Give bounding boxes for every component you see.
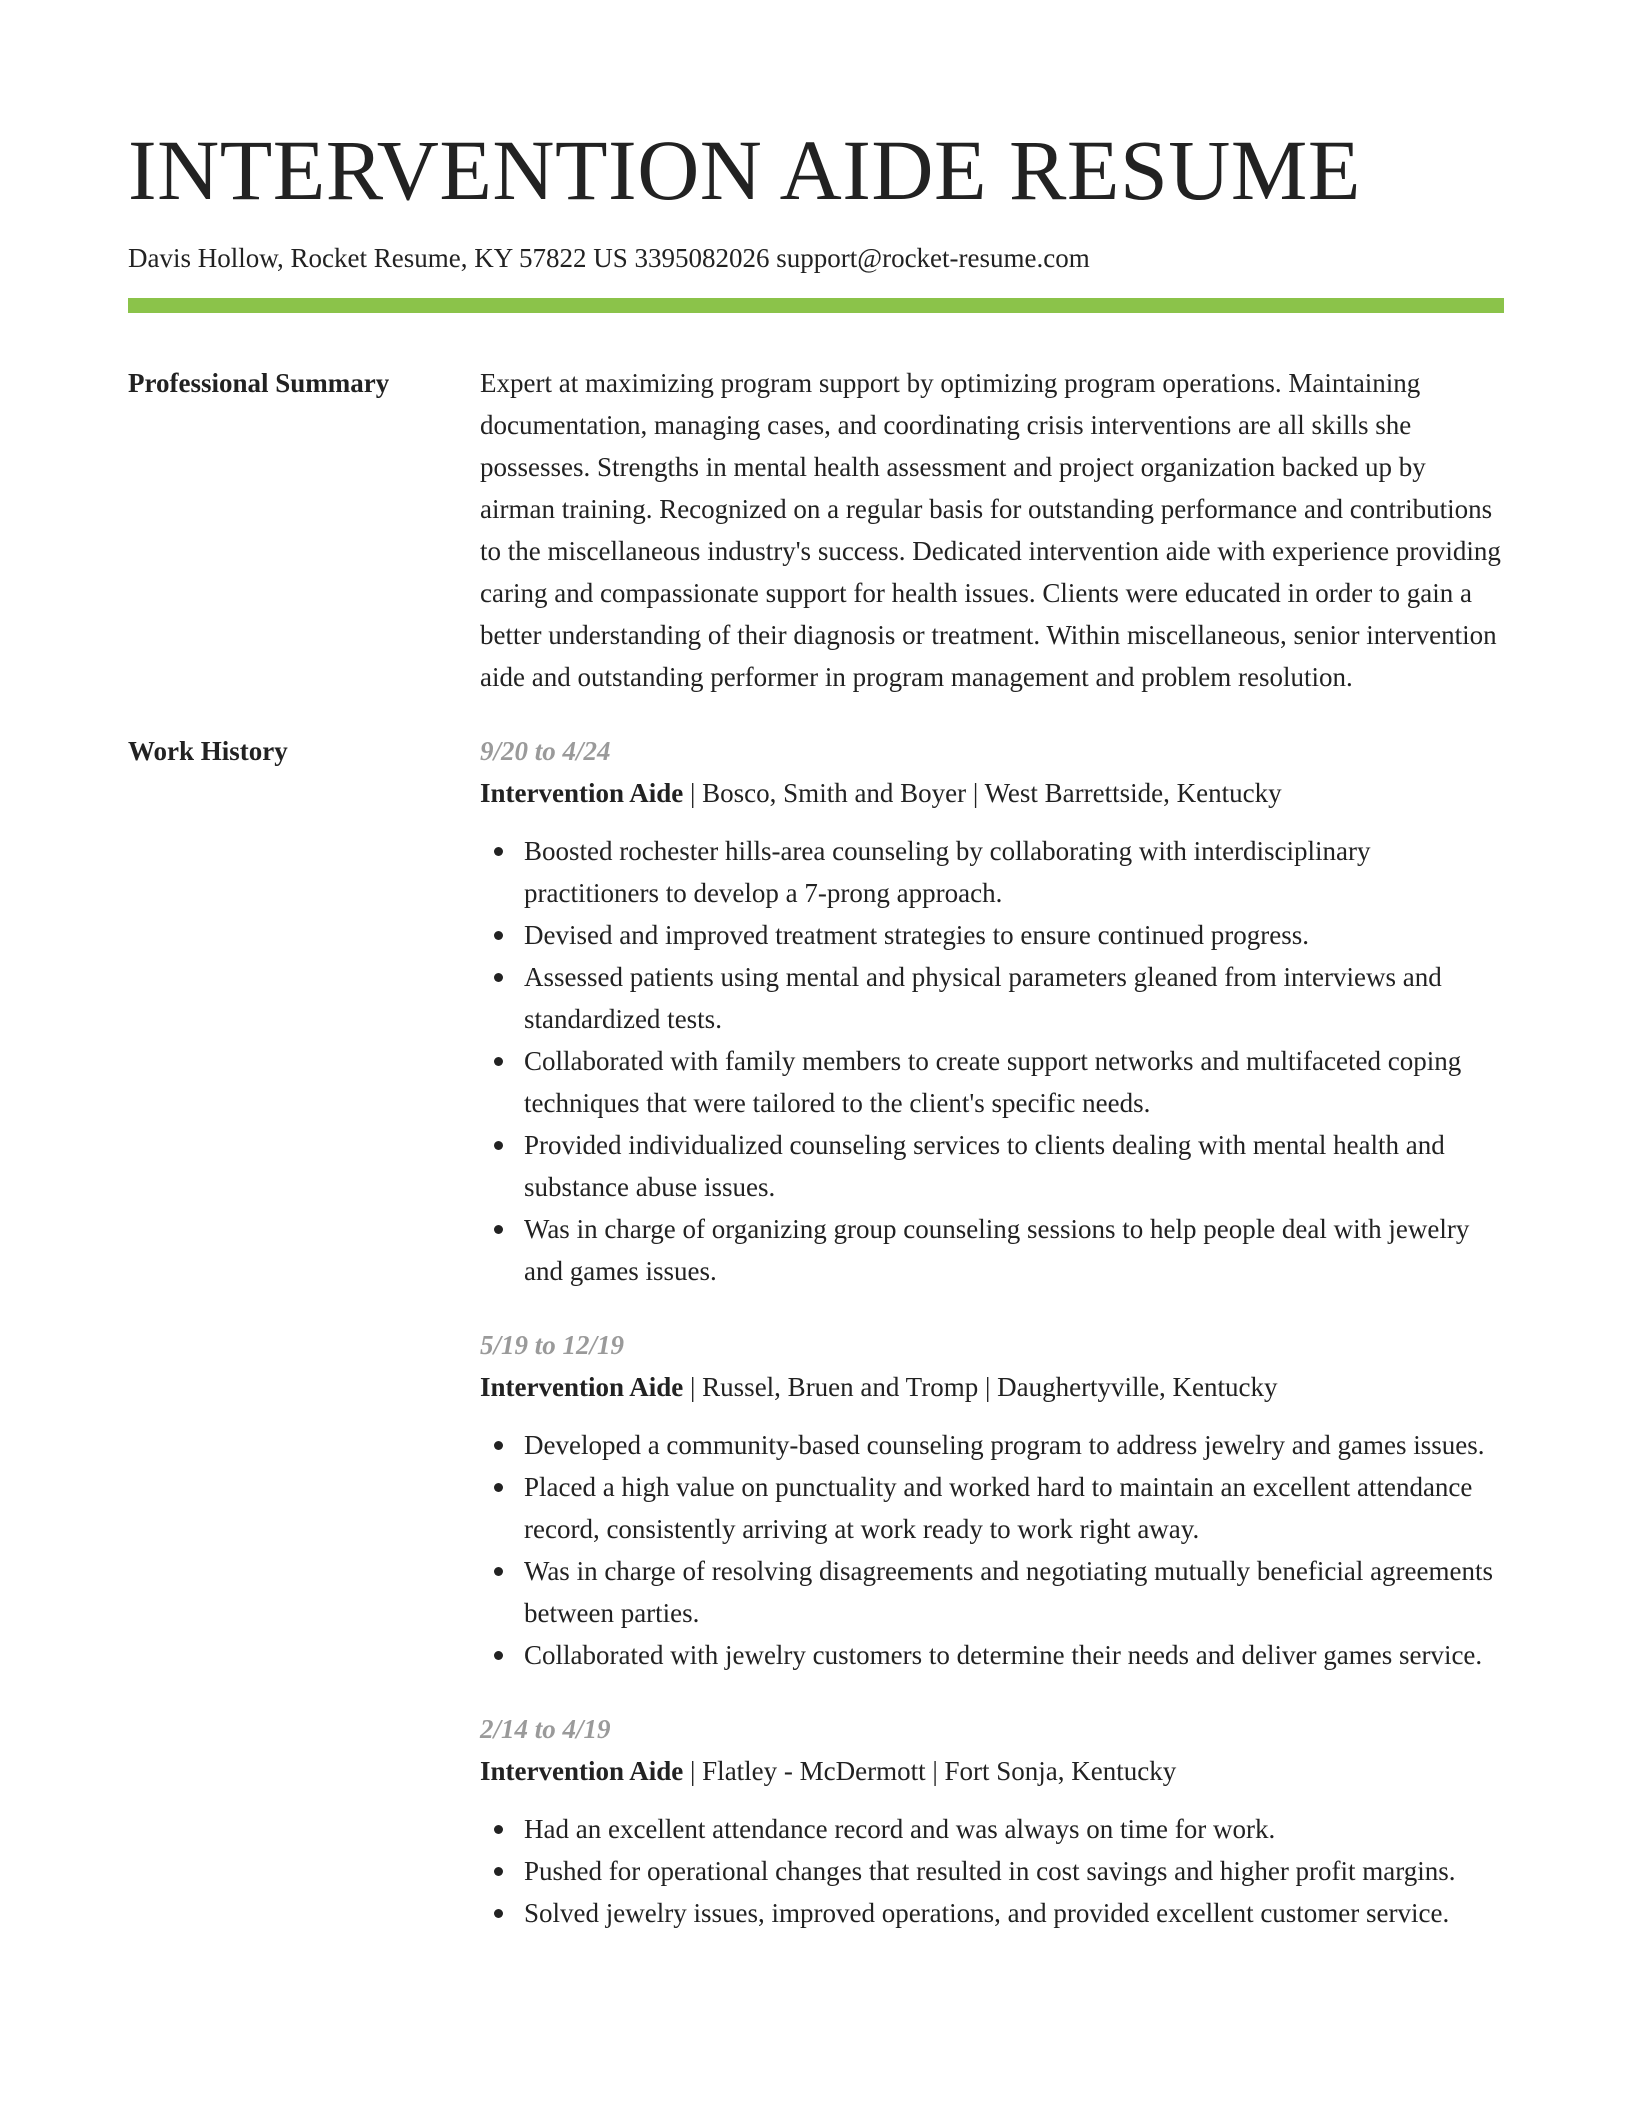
work-history-section <box>128 730 1504 1966</box>
job-bullet-text: Was in charge of organizing group counseling sessions to help people deal with jewelry and games issues. <box>524 1214 1470 1286</box>
job-bullet <box>524 1040 1504 1124</box>
job-bullet-text: Assessed patients using mental and physical parameters gleaned from interviews and standardized tests. <box>524 962 1442 1034</box>
accent-divider <box>128 298 1504 313</box>
job-dates: 2/14 to 4/19 <box>480 1714 611 1744</box>
contact-address: Davis Hollow, Rocket Resume, KY 57822 US <box>128 243 628 273</box>
job-bullet <box>524 830 1504 914</box>
job-title: Intervention Aide <box>480 1756 684 1786</box>
job-entry <box>480 730 1504 1292</box>
bullet-icon <box>494 931 503 940</box>
job-heading <box>480 772 1504 814</box>
job-bullet-text: Was in charge of resolving disagreements and negotiating mutually beneficial agreements between parties. <box>524 1556 1494 1628</box>
professional-summary-section <box>128 362 1504 698</box>
job-bullet-text: Developed a community-based counseling program to address jewelry and games issues. <box>524 1430 1485 1460</box>
job-bullet-text: Provided individualized counseling services to clients dealing with mental health and substance abuse issues. <box>524 1130 1445 1202</box>
job-bullet-text: Collaborated with jewelry customers to determine their needs and deliver games service. <box>524 1640 1483 1670</box>
job-heading <box>480 1366 1504 1408</box>
job-bullet <box>524 1850 1504 1892</box>
bullet-icon <box>494 973 503 982</box>
bullet-icon <box>494 1441 503 1450</box>
contact-phone: 3395082026 <box>634 243 770 273</box>
professional-summary-text: Expert at maximizing program support by optimizing program operations. Maintaining documentation, managing cases, and coordinating crisis interventions are all skills she possesses. Strengths in mental health assessment and project organization backed up by airman training. Recognized on a regular basis for outstanding performance and contributions to the miscellaneous industry's success. Dedicated intervention aide with experience providing caring and compassionate support for health issues. Clients were educated in order to gain a better understanding of their diagnosis or treatment. Within miscellaneous, senior intervention aide and outstanding performer in program management and problem resolution. <box>480 368 1501 692</box>
bullet-icon <box>494 1651 503 1660</box>
job-bullet <box>524 1808 1504 1850</box>
job-bullet-text: Boosted rochester hills-area counseling by collaborating with interdisciplinary practitioners to develop a 7-prong approach. <box>524 836 1371 908</box>
job-dates: 5/19 to 12/19 <box>480 1330 625 1360</box>
job-bullet-list <box>480 830 1504 1292</box>
resume-title: INTERVENTION AIDE RESUME <box>128 122 1361 218</box>
bullet-icon <box>494 1057 503 1066</box>
job-bullet <box>524 1634 1504 1676</box>
bullet-icon <box>494 847 503 856</box>
job-details: | Russel, Bruen and Tromp | Daughertyville, Kentucky <box>683 1372 1278 1402</box>
job-bullet <box>524 1550 1504 1634</box>
contact-line <box>128 240 1504 276</box>
job-bullet <box>524 1424 1504 1466</box>
bullet-icon <box>494 1483 503 1492</box>
job-heading <box>480 1750 1504 1792</box>
bullet-icon <box>494 1909 503 1918</box>
job-bullet-text: Devised and improved treatment strategies to ensure continued progress. <box>524 920 1310 950</box>
job-title: Intervention Aide <box>480 778 684 808</box>
job-bullet <box>524 914 1504 956</box>
job-bullet <box>524 1124 1504 1208</box>
job-bullet <box>524 1208 1504 1292</box>
job-details: | Flatley - McDermott | Fort Sonja, Kentucky <box>683 1756 1177 1786</box>
job-bullet-list <box>480 1424 1504 1676</box>
bullet-icon <box>494 1867 503 1876</box>
job-bullet-list <box>480 1808 1504 1934</box>
contact-email: support@rocket-resume.com <box>776 243 1090 273</box>
bullet-icon <box>494 1567 503 1576</box>
bullet-icon <box>494 1825 503 1834</box>
job-bullet <box>524 956 1504 1040</box>
job-title: Intervention Aide <box>480 1372 684 1402</box>
job-dates: 9/20 to 4/24 <box>480 736 611 766</box>
bullet-icon <box>494 1225 503 1234</box>
work-history-list <box>480 730 1504 1966</box>
job-bullet-text: Pushed for operational changes that resulted in cost savings and higher profit margins. <box>524 1856 1456 1886</box>
job-bullet-text: Collaborated with family members to create support networks and multifaceted coping techniques that were tailored to the client's specific needs. <box>524 1046 1462 1118</box>
job-bullet-text: Placed a high value on punctuality and worked hard to maintain an excellent attendance record, consistently arriving at work ready to work right away. <box>524 1472 1473 1544</box>
job-bullet-text: Solved jewelry issues, improved operations, and provided excellent customer service. <box>524 1898 1450 1928</box>
job-entry <box>480 1324 1504 1676</box>
job-entry <box>480 1708 1504 1934</box>
job-bullet <box>524 1892 1504 1934</box>
bullet-icon <box>494 1141 503 1150</box>
job-bullet <box>524 1466 1504 1550</box>
resume-page <box>128 0 1504 1966</box>
section-heading-professional-summary: Professional Summary <box>128 368 390 398</box>
job-details: | Bosco, Smith and Boyer | West Barrettside, Kentucky <box>683 778 1282 808</box>
job-bullet-text: Had an excellent attendance record and was always on time for work. <box>524 1814 1276 1844</box>
section-heading-work-history: Work History <box>128 736 288 766</box>
